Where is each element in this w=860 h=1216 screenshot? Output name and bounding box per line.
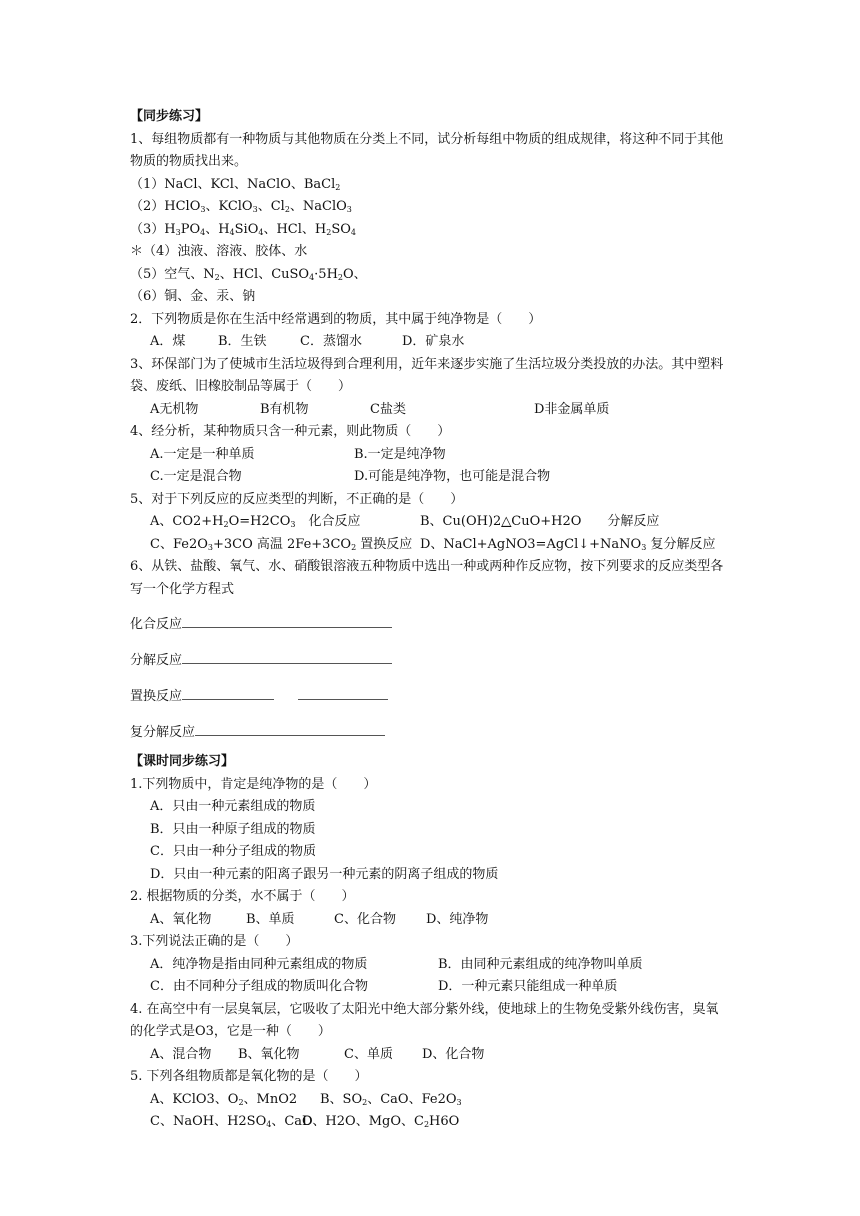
q5-options-row-2 [130, 534, 730, 557]
p5-options-row-2 [130, 1111, 730, 1134]
answer-line[interactable] [195, 721, 385, 736]
p1-option-a: A．只由一种元素组成的物质 [150, 799, 316, 814]
q4-option-c: C.一定是混合物 [150, 469, 242, 484]
practice-1-stem: 1.下列物质中，肯定是纯净物的是（ ） [130, 776, 377, 792]
answer-line[interactable] [298, 685, 388, 700]
practice-2-stem: 2. 根据物质的分类，水不属于（ ） [130, 889, 355, 904]
q1-group-2: （2）HClO$_3$、KClO$_3$、$Cl_2$、NaClO$_3$ [130, 199, 352, 214]
q3-options [130, 399, 730, 422]
p5-option-c: C、NaOH、$H2SO_4$、CaO [150, 1114, 313, 1129]
practice-4-stem: 4. 在高空中有一层臭氧层，它吸收了太阳光中绝大部分紫外线，使地球上的生物免受紫外线伤害，臭氧的化学式是O3，它是一种（ ） [130, 1001, 719, 1039]
p2-option-c: C、化合物 [334, 911, 396, 927]
p4-option-d: D、化合物 [422, 1046, 485, 1062]
q5-option-c: C、$Fe2O_3+3CO$ 高温 $2Fe+3CO_2$ 置换反应 [150, 536, 413, 552]
question-1-stem: 1、每组物质都有一种物质与其他物质在分类上不同，试分析每组中物质的组成规律，将这种不同于其他物质的物质找出来。 [130, 131, 724, 169]
q5-options-row-1 [130, 511, 730, 534]
p4-option-c: C、单质 [344, 1046, 393, 1062]
q4-options-row-2 [130, 466, 730, 489]
q6-label-displacement: 置换反应 [130, 689, 183, 704]
q5-option-d: D、NaCl+AgNO3=AgCl↓+NaNO$_3$ 复分解反应 [420, 536, 716, 552]
q1-group-3: $(3)H_3PO_4$、$H_4SiO_4$、HCl、$H_2SO_4$ [130, 221, 357, 237]
q6-blank-displacement [130, 679, 730, 715]
answer-line[interactable] [182, 649, 392, 664]
p3-options-row-2 [130, 976, 730, 999]
p3-option-d: D．一种元素只能组成一种单质 [438, 979, 618, 994]
q6-blank-decomposition [130, 643, 730, 679]
p4-option-b: B、氧化物 [238, 1046, 300, 1062]
p4-option-a: A、混合物 [150, 1046, 212, 1062]
section-title-lesson-practice: 【课时同步练习】 [130, 754, 235, 769]
q6-label-double-decomposition: 复分解反应 [130, 725, 196, 740]
q5-option-a: A、$CO2+H_2O=H2CO_3$ 化合反应 [150, 514, 361, 529]
question-5-stem: 5、对于下列反应的反应类型的判断，不正确的是（ ） [130, 491, 464, 507]
q2-option-c: C．蒸馏水 [300, 334, 362, 349]
p1-option-c: C．只由一种分子组成的物质 [150, 844, 316, 859]
question-6-stem: 6、从铁、盐酸、氧气、水、硝酸银溶液五种物质中选出一种或两种作反应物，按下列要求的反应类型各写一个化学方程式 [130, 559, 724, 597]
p2-option-d: D、纯净物 [426, 911, 489, 927]
worksheet [130, 106, 730, 1134]
practice-3-stem: 3.下列说法正确的是（ ） [130, 934, 299, 949]
q2-option-a: A．煤 [150, 334, 186, 349]
q3-option-a: A无机物 [150, 401, 199, 417]
q3-option-d: D非金属单质 [534, 401, 610, 417]
q2-option-b: B．生铁 [218, 334, 267, 349]
section-title-sync-practice: 【同步练习】 [130, 109, 209, 124]
q3-option-c: C盐类 [370, 401, 406, 417]
p2-options [130, 909, 730, 932]
p3-option-b: B．由同种元素组成的纯净物叫单质 [438, 956, 643, 972]
question-3-stem: 3、环保部门为了使城市生活垃圾得到合理利用，近年来逐步实施了生活垃圾分类投放的办法。其中塑料袋、废纸、旧橡胶制品等属于（ ） [130, 356, 724, 394]
q5-option-b: B、Cu(OH)2△CuO+H2O 分解反应 [420, 514, 660, 529]
answer-line[interactable] [182, 613, 392, 628]
p2-option-a: A、氧化物 [150, 911, 212, 927]
practice-5-stem: 5. 下列各组物质都是氧化物的是（ ） [130, 1069, 368, 1084]
q2-option-d: D．矿泉水 [402, 334, 465, 349]
p3-option-c: C．由不同种分子组成的物质叫化合物 [150, 979, 368, 994]
q6-label-combination: 化合反应 [130, 617, 183, 632]
p2-option-b: B、单质 [246, 911, 295, 927]
q1-group-4: ＊（4）浊液、溶液、胶体、水 [130, 244, 308, 259]
q1-group-6: （6）铜、金、汞、钠 [130, 289, 256, 304]
p3-options-row-1 [130, 954, 730, 977]
p1-option-d: D．只由一种元素的阳离子跟另一种元素的阴离子组成的物质 [150, 866, 499, 882]
p3-option-a: A．纯净物是指由同种元素组成的物质 [150, 956, 368, 972]
q2-options [130, 331, 730, 354]
p5-option-d: D、H2O、MgO、$C_2H6O$ [302, 1114, 460, 1129]
q1-group-1: （1）NaCl、KCl、NaClO、BaCl$_2$ [130, 176, 341, 192]
q6-label-decomposition: 分解反应 [130, 653, 183, 668]
p4-options [130, 1044, 730, 1067]
q4-option-a: A.一定是一种单质 [150, 446, 255, 462]
question-4-stem: 4、经分析，某种物质只含一种元素，则此物质（ ） [130, 424, 451, 439]
p5-option-a: A、KClO3、$O_2$、MnO2 [150, 1091, 298, 1107]
q1-group-5: （5）空气、$N_2$、HCl、$CuSO_4\cdot 5H_2O$、 [130, 266, 367, 282]
answer-line[interactable] [182, 685, 274, 700]
q4-option-d: D.可能是纯净物，也可能是混合物 [354, 469, 551, 484]
q6-blank-combination [130, 607, 730, 643]
p5-options-row-1 [130, 1089, 730, 1112]
q4-option-b: B.一定是纯净物 [354, 446, 446, 462]
q3-option-b: B有机物 [260, 401, 309, 417]
q6-blank-double-decomposition [130, 715, 730, 751]
p5-option-b: B、$SO_2$、CaO、$Fe2O_3$ [320, 1091, 462, 1107]
q4-options-row-1 [130, 444, 730, 467]
question-2-stem: 2．下列物质是你在生活中经常遇到的物质，其中属于纯净物是（ ） [130, 311, 542, 327]
p1-option-b: B．只由一种原子组成的物质 [150, 821, 316, 837]
